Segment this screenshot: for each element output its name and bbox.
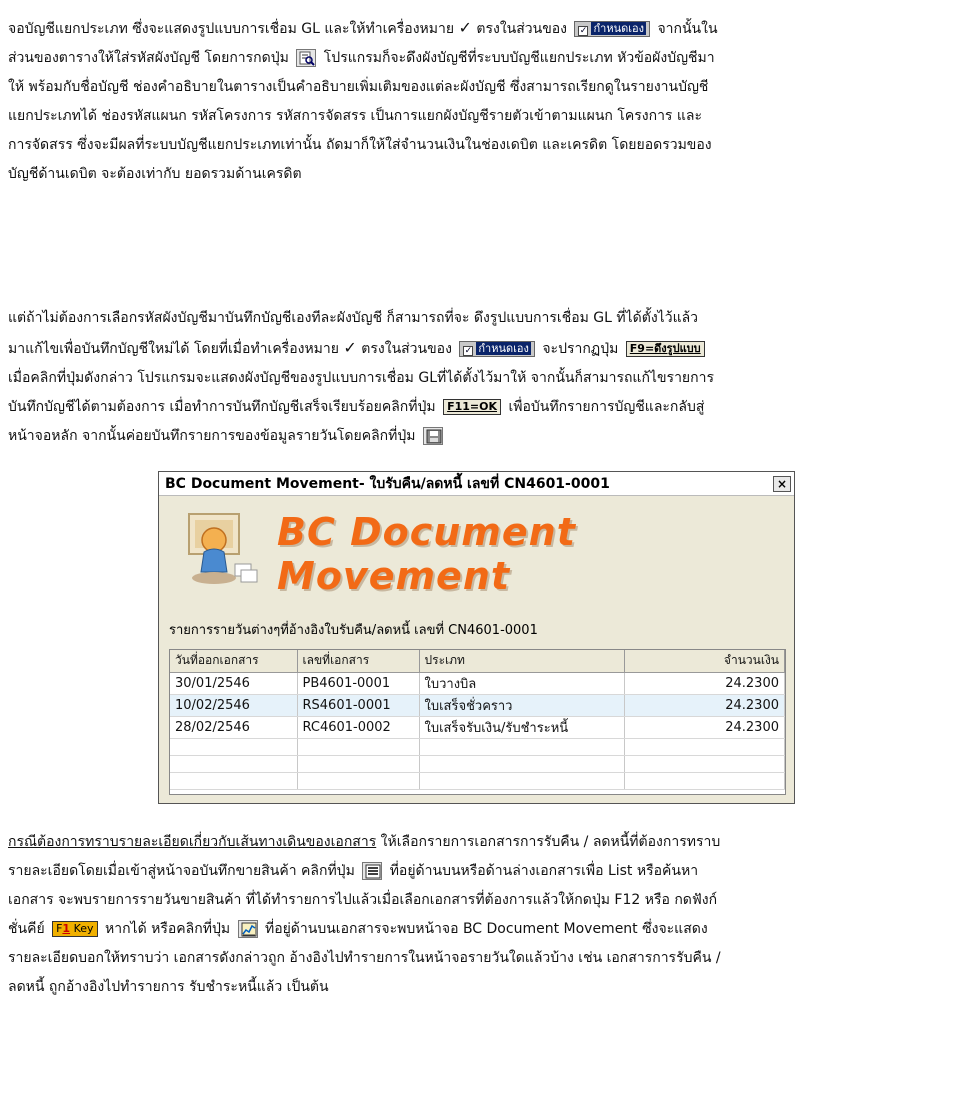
text-line: จอบัญชีแยกประเภท ซึ่งจะแสดงรูปแบบการเชื่อม GL และให้ทำเครื่องหมาย bbox=[8, 21, 455, 37]
cell-date: 10/02/2546 bbox=[170, 694, 297, 716]
column-header[interactable]: เลขที่เอกสาร bbox=[297, 650, 419, 672]
document-list-icon bbox=[365, 864, 381, 879]
text-line: ตรงในส่วนของ bbox=[361, 341, 452, 357]
text-line: ให้เลือกรายการเอกสารการรับคืน / ลดหนี้ที่ต้องการทราบ bbox=[380, 834, 721, 850]
f1-prefix: F bbox=[56, 922, 63, 935]
instruction-paragraph-3 bbox=[8, 828, 936, 1002]
movement-chart-icon bbox=[241, 922, 257, 937]
column-header[interactable]: วันที่ออกเอกสาร bbox=[170, 650, 297, 672]
table-row[interactable] bbox=[170, 716, 785, 738]
text-line: รายละเอียดบอกให้ทราบว่า เอกสารดังกล่าวถูก อ้างอิงไปทำรายการในหน้าจอรายวันใดแล้วบ้าง เช่น เอกสารการรับคืน / bbox=[8, 950, 721, 966]
cell-amount: 24.2300 bbox=[624, 716, 785, 738]
cell-type: ใบเสร็จชั่วคราว bbox=[419, 694, 624, 716]
text-line: ส่วนของตารางให้ใส่รหัสผังบัญชี โดยการกดปุ่ม bbox=[8, 50, 289, 66]
cell-amount: 24.2300 bbox=[624, 694, 785, 716]
reference-caption: รายการรายวันต่างๆที่อ้างอิงใบรับคืน/ลดหนี้ เลขที่ CN4601-0001 bbox=[169, 623, 538, 638]
text-line: แต่ถ้าไม่ต้องการเลือกรหัสผังบัญชีมาบันทึกบัญชีเองทีละผังบัญชี ก็สามารถที่จะ ดึงรูปแบบการเชื่อม GL ที่ได้ตั้งไว้แล้ว bbox=[8, 310, 699, 326]
instruction-paragraph-1 bbox=[8, 13, 936, 189]
text-line: รายละเอียดโดยเมื่อเข้าสู่หน้าจอบันทึกขายสินค้า คลิกที่ปุ่ม bbox=[8, 863, 355, 879]
table-row[interactable] bbox=[170, 672, 785, 694]
text-line: บัญชีด้านเดบิต จะต้องเท่ากับ ยอดรวมด้านเครดิต bbox=[8, 166, 302, 182]
cell-date: 30/01/2546 bbox=[170, 672, 297, 694]
text-line: การจัดสรร ซึ่งจะมีผลที่ระบบบัญชีแยกประเภทเท่านั้น ถัดมาก็ให้ใส่จำนวนเงินในช่องเดบิต และเครดิต โดยยอดรวมของ bbox=[8, 137, 712, 153]
text-line: บันทึกบัญชีได้ตามต้องการ เมื่อทำการบันทึกบัญชีเสร็จเรียบร้อยคลิกที่ปุ่ม bbox=[8, 399, 436, 415]
custom-checkbox[interactable] bbox=[574, 21, 650, 37]
close-icon[interactable]: × bbox=[773, 476, 791, 492]
text-line: ลดหนี้ ถูกอ้างอิงไปทำรายการ รับชำระหนี้แล้ว เป็นต้น bbox=[8, 979, 329, 995]
custom-checkbox[interactable] bbox=[459, 341, 535, 357]
f9-load-template-button[interactable]: F9=ดึงรูปแบบ bbox=[626, 341, 705, 357]
text-line: โปรแกรมก็จะดึงผังบัญชีที่ระบบบัญชีแยกประเภท หัวข้อผังบัญชีมา bbox=[323, 50, 715, 66]
grid-header bbox=[170, 650, 785, 672]
window-title: BC Document Movement- ใบรับคืน/ลดหนี้ เลขที่ CN4601-0001 bbox=[165, 475, 610, 492]
empty-row bbox=[170, 738, 785, 755]
f1-key-badge[interactable] bbox=[52, 921, 97, 937]
floppy-disk-icon bbox=[426, 429, 442, 444]
text-line: จะปรากฏปุ่ม bbox=[542, 341, 619, 357]
cell-type: ใบวางบิล bbox=[419, 672, 624, 694]
checkbox-label: กำหนดเอง bbox=[478, 342, 529, 355]
empty-row bbox=[170, 772, 785, 789]
text-line: หน้าจอหลัก จากนั้นค่อยบันทึกรายการของข้อมูลรายวันโดยคลิกที่ปุ่ม bbox=[8, 428, 416, 444]
text-line: ตรงในส่วนของ bbox=[476, 21, 568, 37]
text-line: แยกประเภทได้ ช่องรหัสแผนก รหัสโครงการ รหัสการจัดสรร เป็นการแยกผังบัญชีรายตัวเข้าตามแผนก โครงการ และ bbox=[8, 108, 703, 124]
text-line: ชั่นคีย์ bbox=[8, 921, 45, 937]
search-chart-button[interactable] bbox=[296, 49, 316, 67]
column-header[interactable]: จำนวนเงิน bbox=[624, 650, 785, 672]
f1-suffix: Key bbox=[70, 922, 94, 935]
person-computer-icon bbox=[181, 510, 265, 590]
checkbox-label: กำหนดเอง bbox=[593, 22, 644, 35]
column-header[interactable]: ประเภท bbox=[419, 650, 624, 672]
checked-box-icon: ✓ bbox=[464, 346, 473, 356]
checked-box-icon: ✓ bbox=[579, 26, 588, 36]
list-documents-button[interactable] bbox=[362, 862, 382, 880]
cell-doc-no: PB4601-0001 bbox=[297, 672, 419, 694]
cell-type: ใบเสร็จรับเงิน/รับชำระหนี้ bbox=[419, 716, 624, 738]
text-line: เพื่อบันทึกรายการบัญชีและกลับสู่ bbox=[508, 399, 705, 415]
magnifier-icon bbox=[299, 51, 315, 66]
text-line: มาแก้ไขเพื่อบันทึกบัญชีใหม่ได้ โดยที่เมื่อทำเครื่องหมาย bbox=[8, 341, 339, 357]
cell-doc-no: RC4601-0002 bbox=[297, 716, 419, 738]
f1-digit: 1 bbox=[62, 922, 71, 935]
section-heading: กรณีต้องการทราบรายละเอียดเกี่ยวกับเส้นทางเดินของเอกสาร bbox=[8, 834, 377, 850]
check-mark-icon: ✓ bbox=[343, 338, 357, 357]
check-mark-icon: ✓ bbox=[458, 18, 472, 37]
bc-document-movement-window bbox=[158, 471, 795, 804]
document-movement-button[interactable] bbox=[238, 920, 258, 938]
cell-doc-no: RS4601-0001 bbox=[297, 694, 419, 716]
window-titlebar bbox=[159, 472, 794, 496]
text-line: ให้ พร้อมกับชื่อบัญชี ช่องคำอธิบายในตารางเป็นคำอธิบายเพิ่มเติมของแต่ละผังบัญชี ซึ่งสามารถเรียกดูในรายงานบัญชี bbox=[8, 79, 709, 95]
table-row[interactable] bbox=[170, 694, 785, 716]
text-line: เอกสาร จะพบรายการรายวันขายสินค้า ที่ได้ทำรายการไปแล้วเมื่อเลือกเอกสารที่ต้องการแล้วให้กดปุ่ม F12 หรือ กดฟังก์ bbox=[8, 892, 718, 908]
text-line: ที่อยู่ด้านบนเอกสารจะพบหน้าจอ BC Document Movement ซึ่งจะแสดง bbox=[264, 921, 708, 937]
cell-date: 28/02/2546 bbox=[170, 716, 297, 738]
f11-ok-button[interactable]: F11=OK bbox=[443, 399, 501, 415]
movement-grid[interactable] bbox=[169, 649, 786, 795]
banner bbox=[159, 496, 794, 608]
instruction-paragraph-2 bbox=[8, 304, 936, 451]
banner-title: BC Document Movement bbox=[277, 510, 576, 598]
text-line: จากนั้นใน bbox=[657, 21, 718, 37]
text-line: หากได้ หรือคลิกที่ปุ่ม bbox=[104, 921, 231, 937]
text-line: เมื่อคลิกที่ปุ่มดังกล่าว โปรแกรมจะแสดงผังบัญชีของรูปแบบการเชื่อม GLที่ได้ตั้งไว้มาให้ จากนั้นก็สามารถแก้ไขรายการ bbox=[8, 370, 714, 386]
save-button[interactable] bbox=[423, 427, 443, 445]
text-line: ที่อยู่ด้านบนหรือด้านล่างเอกสารเพื่อ List หรือค้นหา bbox=[389, 863, 699, 879]
cell-amount: 24.2300 bbox=[624, 672, 785, 694]
empty-row bbox=[170, 755, 785, 772]
